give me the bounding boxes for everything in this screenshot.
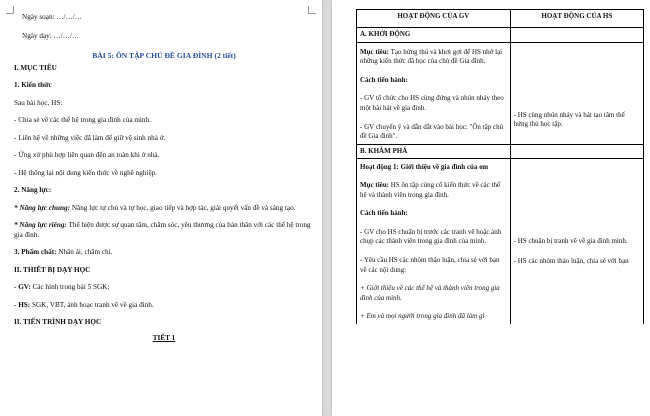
equipment-heading: II. THIẾT BỊ DẠY HỌC bbox=[14, 265, 91, 274]
left-page bbox=[0, 0, 322, 416]
knowledge-item: - Chia sẻ về các thế hệ trong gia đình của mình. bbox=[14, 116, 151, 124]
section-a-title: A. KHỞI ĐỘNG bbox=[357, 28, 511, 43]
left-page-content bbox=[14, 8, 314, 343]
competence-special bbox=[14, 221, 314, 240]
gv-label: - GV: bbox=[14, 283, 31, 291]
b-method-label: Cách tiến hành: bbox=[360, 209, 408, 218]
date-teach: Ngày dạy: …/…/… bbox=[22, 31, 80, 40]
a-method-label: Cách tiến hành: bbox=[360, 75, 408, 84]
b-hs-1: - HS chuẩn bị tranh vẽ về gia đình mình. bbox=[513, 237, 628, 246]
hs-label: - HS: bbox=[14, 300, 31, 309]
objectives-heading: I. MỤC TIÊU bbox=[14, 63, 57, 72]
empty-cell bbox=[510, 28, 643, 43]
section-b-gv-cell bbox=[357, 159, 511, 324]
competence-general bbox=[14, 204, 314, 214]
table-header-row bbox=[357, 10, 644, 28]
period-title: TIẾT 1 bbox=[152, 333, 176, 342]
hs-column-header: HOẠT ĐỘNG CỦA HS bbox=[510, 10, 643, 28]
competence-general-text: Năng lực tự chủ và tự học, giao tiếp và hợp tác, giải quyết vấn đề và sáng tạo. bbox=[70, 203, 296, 212]
competence-general-label: * Năng lực chung: bbox=[14, 203, 71, 212]
process-heading: II. TIẾN TRÌNH DẠY HỌC bbox=[14, 318, 102, 326]
section-row bbox=[357, 28, 644, 43]
a-goal-label: Mục tiêu: bbox=[360, 47, 389, 56]
b-goal-label: Mục tiêu: bbox=[360, 180, 389, 189]
lesson-title: BÀI 5: ÔN TẬP CHỦ ĐỀ GIA ĐÌNH (2 tiết) bbox=[92, 51, 236, 60]
b-step-2: - Yêu cầu HS các nhóm thảo luận, chia sẻ với bạn về các nội dung: bbox=[360, 255, 500, 274]
table-row bbox=[357, 159, 644, 324]
right-page bbox=[332, 0, 650, 416]
gv-text: Các hình trong bài 5 SGK; bbox=[30, 283, 110, 291]
equipment-hs bbox=[14, 301, 314, 311]
b-activity-title: Hoạt động 1: Giới thiệu về gia đình của em bbox=[360, 163, 489, 172]
knowledge-heading: 1. Kiến thức bbox=[14, 81, 52, 89]
quality bbox=[14, 248, 314, 258]
a-goal-text: Tạo hứng thú và khơi gợi để HS nhớ lại những kiến thức đã học của chủ đề Gia đình. bbox=[360, 47, 503, 66]
section-b-hs-cell bbox=[510, 159, 643, 324]
date-prepare: Ngày soạn: …/…/… bbox=[22, 13, 82, 21]
quality-label: 3. Phẩm chất: bbox=[14, 248, 57, 256]
after-lesson-text: Sau bài học, HS: bbox=[14, 98, 63, 107]
b-sub-2: + Em và mọi người trong gia đình đã làm gì bbox=[360, 312, 485, 321]
equipment-gv bbox=[14, 283, 314, 293]
knowledge-item: - Liên hệ về những việc đã làm để giữ vệ sinh nhà ở. bbox=[14, 133, 166, 142]
b-hs-2: - HS các nhóm thảo luận, chia sẻ với bạn bbox=[513, 256, 629, 265]
competence-special-text: Thể hiện được sự quan tâm, chăm sóc, yêu thương của bản thân với các thế hệ trong gia đình. bbox=[14, 221, 311, 239]
hs-text: SGK, VBT, ảnh hoạc tranh vẽ về gia đình. bbox=[30, 300, 154, 309]
knowledge-item: - Ứng xử phù hợp liên quan đến an toàn khi ở nhà. bbox=[14, 151, 160, 159]
empty-cell bbox=[510, 144, 643, 159]
section-a-gv-cell bbox=[357, 42, 511, 144]
knowledge-item: - Hệ thống lại nội dung kiến thức về nghề nghiệp. bbox=[14, 168, 158, 177]
b-goal-text: HS ôn tập củng cố kiến thức về các thế hệ và thành viên trong gia đình. bbox=[360, 180, 501, 199]
gv-column-header: HOẠT ĐỘNG CỦA GV bbox=[357, 10, 511, 28]
a-hs-1: - HS cùng nhún nhảy và hát tạo tâm thế hứng thú học tập. bbox=[513, 110, 625, 129]
section-b-title: B. KHÁM PHÁ bbox=[357, 144, 511, 159]
a-step-1: - GV tổ chức cho HS cùng đứng và nhún nhảy theo một bài hát về gia đình. bbox=[360, 94, 504, 112]
competence-heading: 2. Năng lực: bbox=[14, 186, 52, 194]
activity-table bbox=[356, 9, 644, 324]
b-step-1: - GV cho HS chuẩn bị trước các tranh vẽ hoặc ảnh chụp các thành viên trong gia đình của mình. bbox=[360, 227, 502, 246]
competence-special-label: * Năng lực riêng: bbox=[14, 221, 67, 229]
quality-text: Nhân ái, chăm chỉ. bbox=[56, 248, 113, 256]
table-row bbox=[357, 42, 644, 144]
b-sub-1: + Giới thiệu về các thế hệ và thành viên trong gia đình của mình. bbox=[360, 284, 500, 302]
a-step-2: - GV chuyển ý và dẫn dắt vào bài học: "Ôn tập chủ đề Gia đình". bbox=[360, 122, 504, 141]
page-corner-mark bbox=[6, 6, 14, 14]
section-a-hs-cell bbox=[510, 42, 643, 144]
section-row bbox=[357, 144, 644, 159]
